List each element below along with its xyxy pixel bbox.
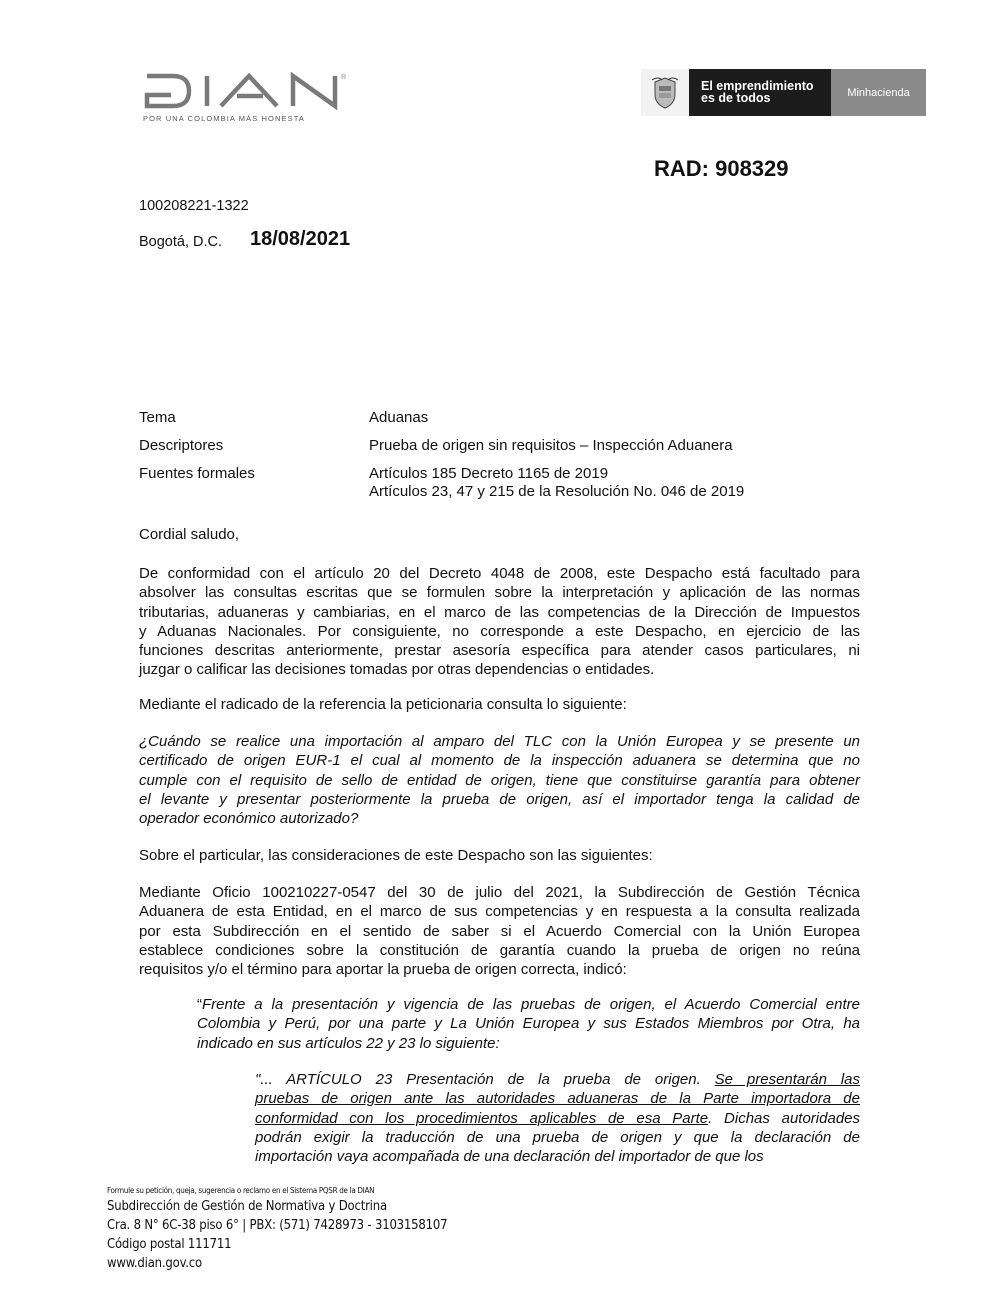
- p1-line: absolver las consultas escritas que se formulen sobre la interpretación y aplicación de las normas: [139, 584, 860, 602]
- banner-line-1: El emprendimiento: [701, 79, 814, 93]
- tagline: POR UNA COLOMBIA MÁS HONESTA: [143, 114, 305, 123]
- p3-line: operador económico autorizado?: [139, 810, 359, 828]
- descriptores-label: Descriptores: [139, 437, 224, 454]
- q2-line: podrán exigir la traducción de una prueba de origen y que la declaración de: [255, 1128, 860, 1146]
- q2-line3-a: conformidad con los procedimientos aplicables de esa Parte: [255, 1109, 709, 1127]
- p3-line: cumple con el requisito de sello de entidad de origen, tiene que constituirse garantía para obtener: [139, 771, 860, 789]
- q2-line: [255, 1109, 860, 1128]
- fuentes-value-1: Artículos 185 Decreto 1165 de 2019: [369, 465, 609, 482]
- paragraph-2: Mediante el radicado de la referencia la peticionaria consulta lo siguiente:: [139, 696, 627, 713]
- p5-line: Mediante Oficio 100210227-0547 del 30 de julio del 2021, la Subdirección de Gestión Técnica: [139, 884, 860, 901]
- banner-slogan: [689, 69, 831, 116]
- p1-line: tributarias, aduaneras y cambiarias, en el marco de las competencias de la Dirección de Impuestos: [139, 603, 860, 621]
- tema-value: Aduanas: [369, 409, 429, 426]
- footer-office: Subdirección de Gestión de Normativa y Doctrina: [107, 1199, 387, 1214]
- p5-line: Aduanera de esta Entidad, en el marco de sus competencias y en respuesta a la consulta realizada: [139, 903, 860, 921]
- q2-line: [255, 1089, 860, 1108]
- quote-2: [255, 1070, 860, 1166]
- greeting: Cordial saludo,: [139, 526, 240, 543]
- quote-open-mark: “: [197, 996, 202, 1013]
- p1-line: De conformidad con el artículo 20 del Decreto 4048 de 2008, este Despacho está facultado para: [139, 565, 860, 582]
- coat-of-arms-icon: [641, 69, 689, 116]
- footer-address: Cra. 8 N° 6C-38 piso 6° | PBX: (571) 7428973 - 3103158107: [107, 1218, 448, 1233]
- q2-line1-b: Se presentarán las: [714, 1071, 860, 1088]
- q1-line: Colombia y Perú, por una parte y La Unión Europea y sus Estados Miembros por Otra, ha: [197, 1015, 860, 1033]
- footer-pqsr-note: Formule su petición, queja, sugerencia o reclamo en el Sistema PQSR de la DIAN: [107, 1186, 375, 1195]
- q2-line: importación vaya acompañada de una declaración del importador de que los: [255, 1148, 764, 1166]
- descriptores-value: Prueba de origen sin requisitos – Inspección Aduanera: [369, 437, 733, 454]
- government-banner: [641, 69, 926, 116]
- p3-line: el levante y presentar posteriormente la prueba de origen, así el importador tenga la calidad de: [139, 790, 860, 808]
- p1-line: juzgar o calificar las decisiones tomadas por otras dependencias o entidades.: [139, 661, 655, 679]
- q2-line1-a: "... ARTÍCULO 23 Presentación de la prueba de origen.: [255, 1071, 715, 1088]
- paragraph-1: [139, 564, 860, 680]
- q2-line2: pruebas de origen ante las autoridades aduaneras de la Parte importadora de: [255, 1090, 860, 1108]
- q1-line-text: Frente a la presentación y vigencia de las pruebas de origen, el Acuerdo Comercial entre: [202, 996, 860, 1013]
- city: Bogotá, D.C.: [139, 234, 223, 250]
- q2-line3-b: . Dichas autoridades: [708, 1109, 860, 1127]
- p3-line: ¿Cuándo se realice una importación al amparo del TLC con la Unión Europea y se presente un: [139, 733, 860, 750]
- q1-line: indicado en sus artículos 22 y 23 lo siguiente:: [197, 1034, 500, 1052]
- p1-line: y Aduanas Nacionales. Por consiguiente, no corresponde a este Despacho, en ejercicio de las: [139, 622, 860, 640]
- p1-line: funciones descritas anteriormente, prestar asesoría específica para atender casos particulares, ni: [139, 642, 860, 660]
- q1-line: [197, 995, 860, 1014]
- paragraph-5: [139, 883, 860, 979]
- q2-line: [255, 1070, 860, 1089]
- banner-ministry: Minhacienda: [831, 69, 926, 116]
- quote-1: [197, 995, 860, 1053]
- fuentes-label: Fuentes formales: [139, 465, 255, 482]
- paragraph-4: Sobre el particular, las consideraciones de este Despacho son las siguientes:: [139, 847, 653, 864]
- query-paragraph: [139, 732, 860, 828]
- p5-line: requisitos y/o el término para aportar la prueba de origen correcta, indicó:: [139, 961, 627, 979]
- svg-text:®: ®: [341, 74, 347, 81]
- fuentes-value-2: Artículos 23, 47 y 215 de la Resolución No. 046 de 2019: [369, 483, 745, 500]
- p5-line: por esta Subdirección en el sentido de saber si el Acuerdo Comercial con la Unión Europea: [139, 922, 860, 940]
- date: 18/08/2021: [250, 228, 351, 250]
- p5-line: establece condiciones sobre la constitución de garantía cuando la prueba de origen no reúna: [139, 941, 860, 959]
- tema-label: Tema: [139, 409, 176, 426]
- footer-website[interactable]: www.dian.gov.co: [107, 1256, 202, 1271]
- rad-number: RAD: 908329: [654, 156, 789, 181]
- p3-line: certificado de origen EUR-1 el cual al momento de la inspección aduanera se determina que no: [139, 752, 860, 770]
- document-number: 100208221-1322: [139, 198, 249, 214]
- banner-line-2: es de todos: [701, 91, 771, 105]
- dian-logo-mark: [143, 70, 353, 110]
- footer-postal: Código postal 111711: [107, 1237, 232, 1252]
